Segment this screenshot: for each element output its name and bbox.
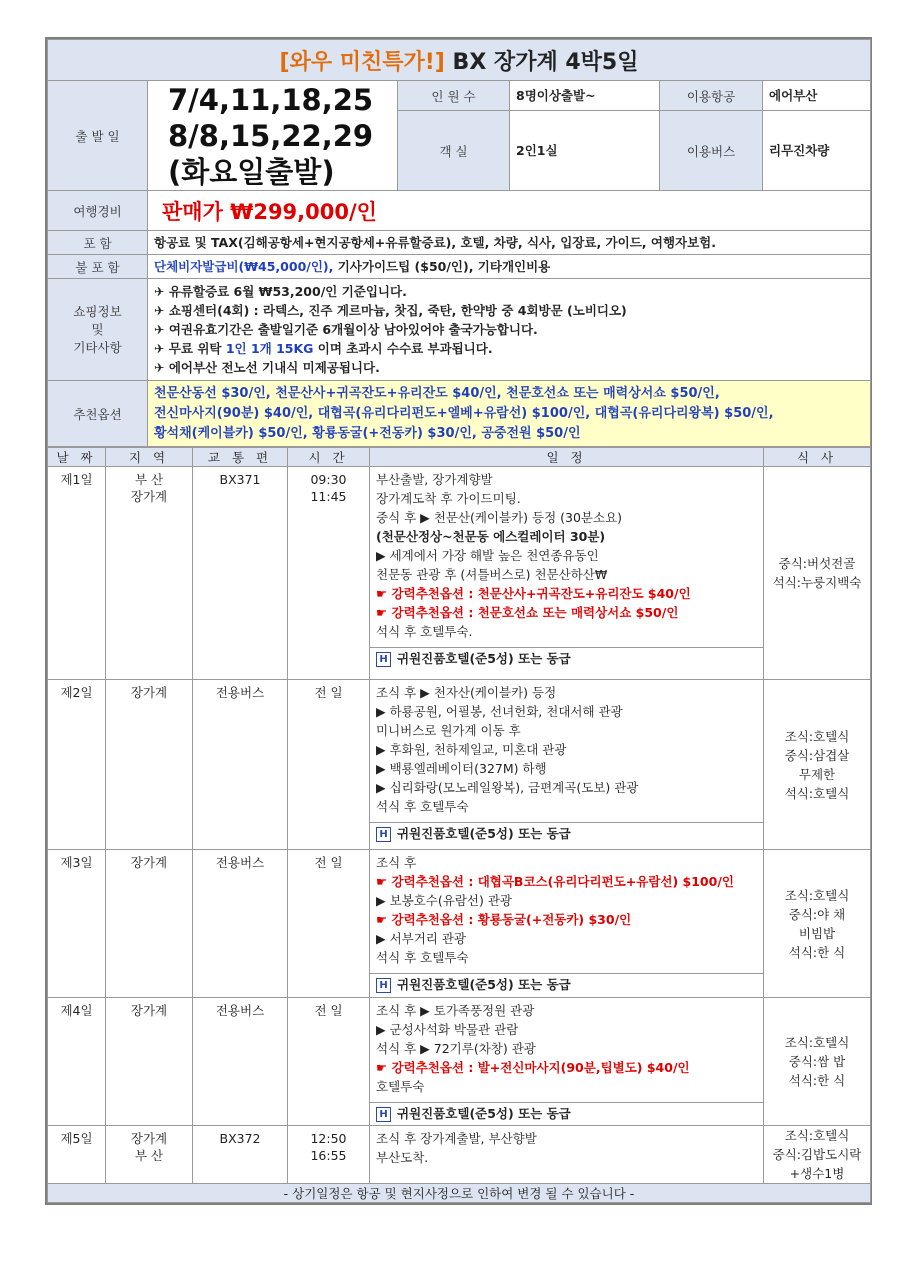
shopping-label-1: 쇼핑정보 [73,303,122,319]
time-cell [288,850,370,998]
dates-july: 7/4,11,18,25 [168,82,374,117]
itinerary-cell [370,850,764,998]
hotel-line [370,973,763,996]
hotel-line [370,647,763,670]
itinerary-cell [370,680,764,850]
time-line: 전 일 [314,685,343,700]
people-value: 8명이상출발~ [510,81,660,111]
time-line: 09:30 [310,472,347,487]
exclude-label: 불 포 함 [48,255,148,279]
itinerary-line: 조식 후 [376,855,417,870]
option-line: ☛ 강력추천옵션 : 대협곡B코스(유리다리펀도+유람선) $100/인 [376,874,734,889]
visa-fee: 단체비자발급비(₩45,000/인), [154,259,334,274]
region-line: 장가계 [130,855,168,870]
meal-line: 중식:쌈 밥 [788,1054,846,1069]
footer-note: - 상기일정은 항공 및 현지사정으로 인하여 변경 될 수 있습니다 - [48,1184,871,1203]
meal-cell [764,998,871,1126]
option-line: ☛ 강력추천옵션 : 천문호선쇼 또는 매력상서쇼 $50/인 [376,605,679,620]
schedule-table [47,447,871,1203]
transport-cell: 전용버스 [193,998,288,1126]
meal-line: 조식:호텔식 [784,1128,850,1143]
day-cell: 제3일 [48,850,106,998]
itinerary-line: 천문동 관광 후 (셔틀버스로) 천문산하산₩ [376,567,608,582]
meal-line: +생수1병 [789,1166,845,1181]
options-line-3: 황석채(케이블카) $50/인, 황룡동굴(+전동카) $30/인, 공중전원 $50/인 [154,425,581,441]
region-cell [106,850,193,998]
meal-line: 석식:누룽지백숙 [772,575,862,590]
options-line-2: 전신마사지(90분) $40/인, 대협곡(유리다리펀도+엘베+유람선) $100/인, 대협곡(유리다리왕복) $50/인, [154,405,774,421]
airline-value: 에어부산 [763,81,871,111]
itinerary-line: (천문산정상~천문동 에스컬레이터 30분) [376,529,606,544]
itinerary-line: 호텔투숙 [376,1079,425,1094]
options-list [148,381,871,447]
note-baggage [154,339,864,358]
dates-august: 8/8,15,22,29 [168,118,374,153]
departure-label: 출 발 일 [48,81,148,191]
meal-line: 중식:버섯전골 [778,556,856,571]
meal-line: 조식:호텔식 [784,728,850,744]
schedule-row [48,1126,871,1184]
region-cell [106,998,193,1126]
meal-line: 중식:야 채 [788,906,846,922]
time-line: 16:55 [310,1148,347,1163]
itinerary-line: ▶ 하룡공원, 어필봉, 선녀헌화, 천대서해 관광 [376,704,623,719]
itinerary-cell [370,1126,764,1184]
hotel-icon: H [376,1107,391,1122]
hotel-icon: H [376,652,391,667]
schedule-row [48,467,871,680]
region-line: 장가계 [130,489,168,504]
shopping-label-3: 기타사항 [73,339,122,355]
shopping-label [48,279,148,381]
region-cell [106,680,193,850]
baggage-a: ✈ 무료 위탁 [154,341,226,356]
shopping-label-2: 및 [91,321,104,337]
time-line: 전 일 [314,1003,343,1018]
itinerary-cell [370,998,764,1126]
meal-cell [764,1126,871,1184]
hotel-line [370,822,763,845]
itinerary-line: ▶ 세계에서 가장 해발 높은 천연종유동인 [376,548,599,563]
title-highlight: [와우 미친특가!] [279,49,445,75]
meal-line: 비빔밥 [798,925,836,941]
option-line: ☛ 강력추천옵션 : 천문산사+귀곡잔도+유리잔도 $40/인 [376,586,691,601]
itinerary-line: 석식 후 호텔투숙. [376,624,473,639]
bus-label: 이용버스 [660,111,763,191]
people-label: 인 원 수 [398,81,510,111]
hotel-icon: H [376,978,391,993]
meal-line: 석식:호텔식 [784,785,850,801]
itinerary-line: 석식 후 ▶ 72기루(차창) 관광 [376,1041,536,1056]
baggage-b: 1인 1개 15KG [225,341,314,356]
itinerary-line: 조식 후 장가계출발, 부산향발 [376,1131,537,1146]
itinerary-line: ▶ 서부거리 관광 [376,931,467,946]
baggage-c: 이며 초과시 수수료 부과됩니다. [313,341,493,356]
itinerary-cell [370,467,764,680]
header-time: 시 간 [288,448,370,467]
header-meals: 식 사 [764,448,871,467]
option-line: ☛ 강력추천옵션 : 발+전신마사지(90분,팁별도) $40/인 [376,1060,690,1075]
page-title [48,40,871,81]
region-cell [106,1126,193,1184]
itinerary-line: 조식 후 ▶ 토가족풍정원 관광 [376,1003,535,1018]
header-date: 날 짜 [48,448,106,467]
transport-cell: 전용버스 [193,680,288,850]
itinerary-line: ▶ 군성사석화 박물관 관람 [376,1022,519,1037]
meal-line: 석식:한 식 [788,1073,846,1088]
hotel-icon: H [376,827,391,842]
time-cell [288,998,370,1126]
time-line: 11:45 [310,489,347,504]
airline-label: 이용항공 [660,81,763,111]
hotel-name: 귀원진품호텔(준5성) 또는 동급 [397,651,571,666]
itinerary-line: ▶ 십리화랑(모노레일왕복), 금편계곡(도보) 관광 [376,780,639,795]
itinerary-line: 석식 후 호텔투숙 [376,950,469,965]
cost-label: 여행경비 [48,191,148,231]
note-meal: ✈ 에어부산 전노선 기내식 미제공됩니다. [154,360,380,375]
region-line: 부 산 [134,472,164,487]
meal-cell [764,467,871,680]
transport-cell: BX372 [193,1126,288,1184]
departure-dates [148,81,398,191]
itinerary-line: ▶ 백룡엘레베이터(327M) 하행 [376,761,547,776]
time-line: 전 일 [314,855,343,870]
bus-value: 리무진차량 [763,111,871,191]
hotel-name: 귀원진품호텔(준5성) 또는 동급 [397,826,571,841]
schedule-row [48,850,871,998]
note-shopping: ✈ 쇼핑센터(4회) : 라텍스, 진주 게르마늄, 찻집, 죽탄, 한약방 중 4회방문 (노비디오) [154,303,627,318]
hotel-name: 귀원진품호텔(준5성) 또는 동급 [397,977,571,992]
schedule-row [48,998,871,1126]
tour-sheet [45,37,872,1205]
schedule-row [48,680,871,850]
title-main: BX 장가계 4박5일 [452,49,639,75]
options-line-1: 천문산동선 $30/인, 천문산사+귀곡잔도+유리잔도 $40/인, 천문호선쇼 또는 매력상서쇼 $50/인, [154,385,720,401]
notes-list [148,279,871,381]
region-cell [106,467,193,680]
header-itinerary: 일 정 [370,448,764,467]
itinerary-line: 장가계도착 후 가이드미팅. [376,491,521,506]
meal-line: 중식:삼겹살 [784,747,850,763]
header-region: 지 역 [106,448,193,467]
include-value: 항공료 및 TAX(김해공항세+현지공항세+유류할증료), 호텔, 차량, 식사, 입장료, 가이드, 여행자보험. [148,231,871,255]
day-cell: 제2일 [48,680,106,850]
dates-weekday: (화요일출발) [168,154,335,189]
region-line: 장가계 [130,1003,168,1018]
hotel-line [370,1102,763,1125]
options-label: 추천옵션 [48,381,148,447]
room-value: 2인1실 [510,111,660,191]
region-line: 부 산 [134,1148,164,1163]
meal-line: 조식:호텔식 [784,887,850,903]
region-line: 장가계 [130,1131,168,1146]
itinerary-line: 석식 후 호텔투숙 [376,799,469,814]
itinerary-line: 중식 후 ▶ 천문산(케이블카) 등정 (30분소요) [376,510,623,525]
meal-line: 무제한 [798,766,836,782]
meal-cell [764,850,871,998]
transport-cell: BX371 [193,467,288,680]
header-transport: 교 통 편 [193,448,288,467]
option-line: ☛ 강력추천옵션 : 황룡동굴(+전동카) $30/인 [376,912,632,927]
exclude-value [148,255,871,279]
hotel-name: 귀원진품호텔(준5성) 또는 동급 [397,1106,571,1121]
meal-line: 중식:김밥도시락 [772,1147,862,1162]
include-label: 포 함 [48,231,148,255]
itinerary-line: 미니버스로 원가계 이동 후 [376,723,521,738]
day-cell: 제1일 [48,467,106,680]
itinerary-line: 조식 후 ▶ 천자산(케이블카) 등정 [376,685,557,700]
time-cell [288,467,370,680]
day-cell: 제5일 [48,1126,106,1184]
meal-line: 석식:한 식 [788,944,846,960]
itinerary-line: 부산도착. [376,1150,429,1165]
exclude-rest: 기사가이드팁 ($50/인), 기타개인비용 [333,259,551,274]
day-cell: 제4일 [48,998,106,1126]
meal-line: 조식:호텔식 [784,1035,850,1050]
room-label: 객 실 [398,111,510,191]
price-value: 판매가 ₩299,000/인 [148,191,871,231]
time-line: 12:50 [310,1131,347,1146]
time-cell [288,1126,370,1184]
meal-cell [764,680,871,850]
region-line: 장가계 [130,685,168,700]
itinerary-line: ▶ 보봉호수(유람선) 관광 [376,893,512,908]
note-passport: ✈ 여권유효기간은 출발일기준 6개월이상 남아있어야 출국가능합니다. [154,322,538,337]
itinerary-line: ▶ 후화원, 천하제일교, 미혼대 관광 [376,742,567,757]
note-fuel: ✈ 유류할증료 6월 ₩53,200/인 기준입니다. [154,284,407,299]
time-cell [288,680,370,850]
info-table [47,39,871,447]
itinerary-line: 부산출발, 장가계향발 [376,472,493,487]
transport-cell: 전용버스 [193,850,288,998]
